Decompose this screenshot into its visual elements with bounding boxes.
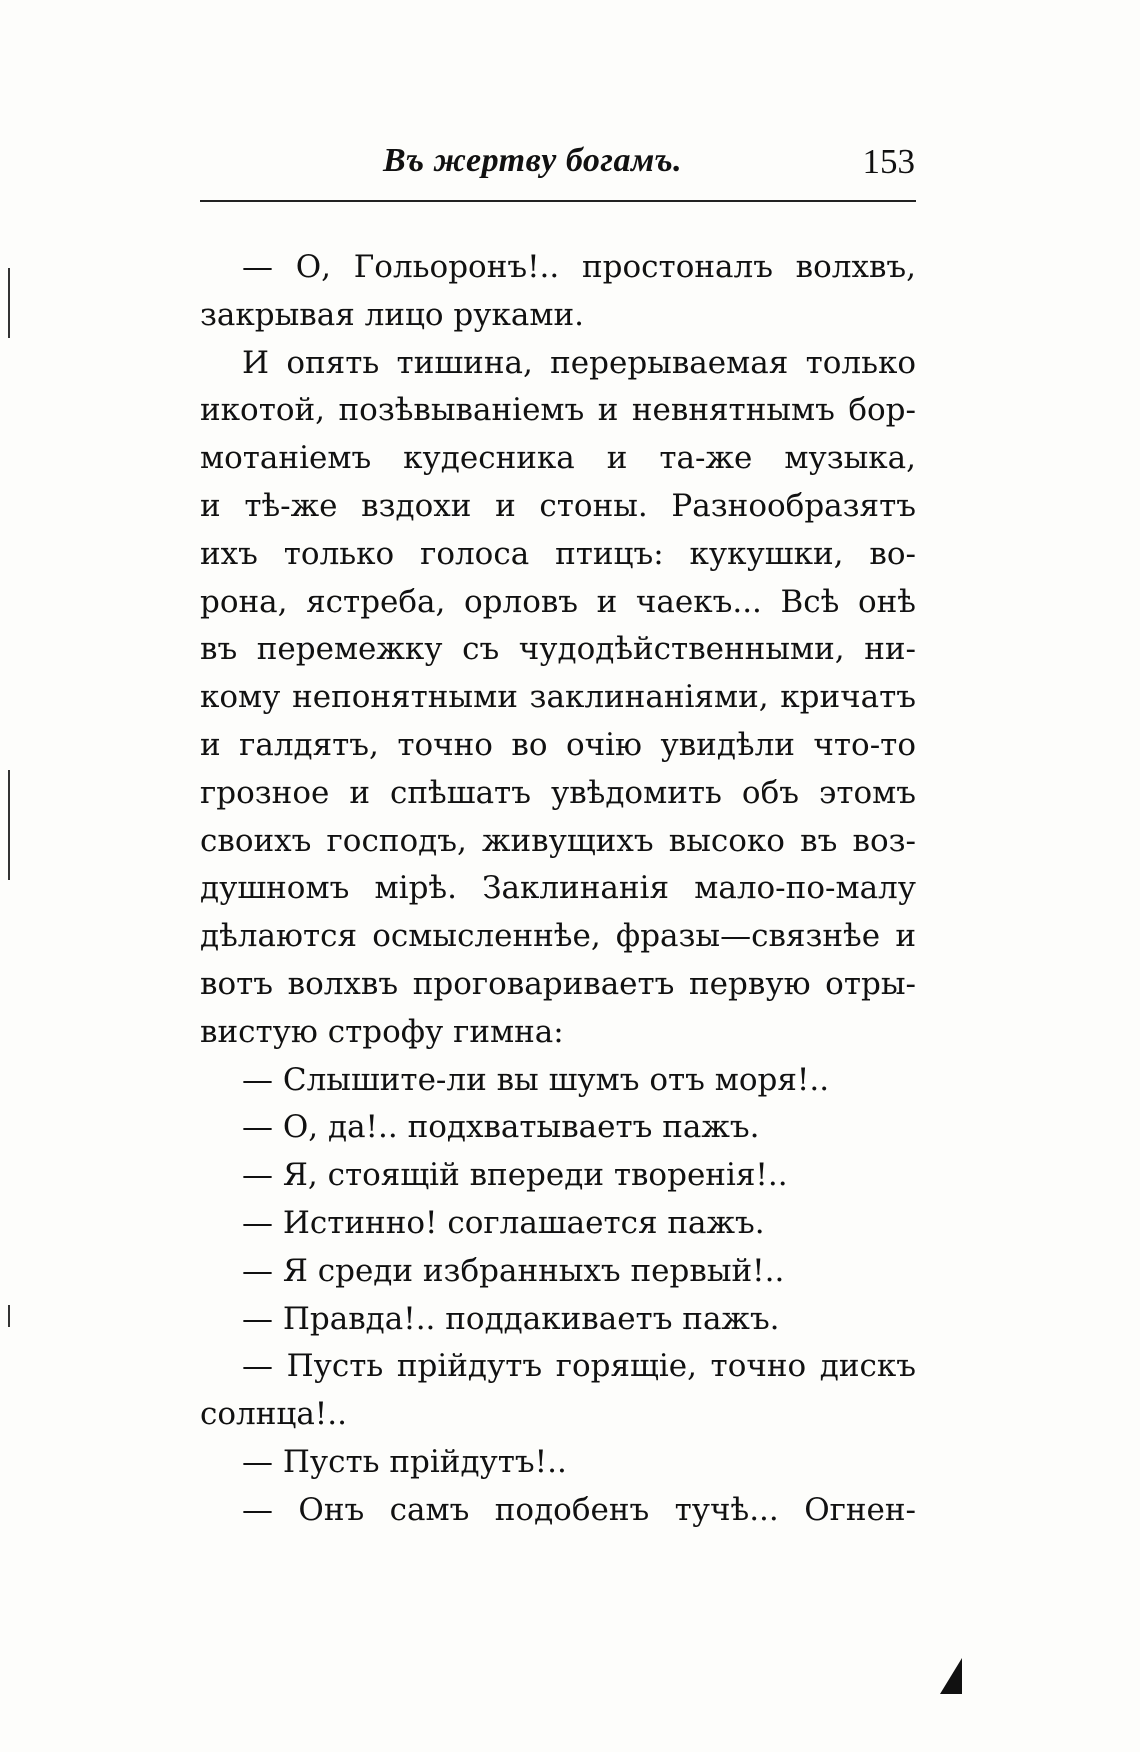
header-rule: [200, 200, 916, 202]
text-line: вотъ волхвъ проговариваетъ первую отры-: [200, 965, 916, 1002]
running-title: Въ жертву богамъ.: [383, 142, 683, 179]
text-line: — Онъ самъ подобенъ тучѣ... Огнен-: [242, 1491, 916, 1528]
text-line: рона, ястреба, орловъ и чаекъ... Всѣ онѣ: [200, 583, 916, 620]
text-line: и тѣ-же вздохи и стоны. Разнообразятъ: [200, 487, 916, 524]
text-line: — Слышите-ли вы шумъ отъ моря!..: [242, 1061, 830, 1098]
text-line: — Пусть прійдутъ горящіе, точно дискъ: [242, 1348, 916, 1385]
text-line: ихъ только голоса птицъ: кукушки, во-: [200, 535, 916, 572]
page-header: [200, 142, 915, 192]
text-line: грозное и спѣшатъ увѣдомить объ этомъ: [200, 774, 916, 811]
text-line: своихъ господъ, живущихъ высоко въ воз-: [200, 822, 916, 859]
text-line: вистую строфу гимна:: [200, 1013, 564, 1050]
text-line: — Правда!.. поддакиваетъ пажъ.: [242, 1300, 780, 1337]
text-line: — Я, стоящій впереди творенія!..: [242, 1157, 788, 1194]
margin-mark: [8, 1305, 10, 1327]
text-line: И опять тишина, перерываемая только: [242, 344, 916, 381]
text-line: въ перемежку съ чудодѣйственными, ни-: [200, 631, 916, 668]
text-line: закрывая лицо руками.: [200, 296, 585, 333]
body-text: [200, 244, 916, 1535]
text-line: — Пусть прійдутъ!..: [242, 1443, 567, 1480]
margin-mark: [8, 770, 10, 880]
scan-smudge: [940, 1658, 962, 1694]
text-line: душномъ мірѣ. Заклинанія мало-по-малу: [200, 870, 916, 907]
text-line: мотаніемъ кудесника и та-же музыка,: [200, 440, 916, 477]
text-line: и галдятъ, точно во очію увидѣли что-то: [200, 726, 916, 763]
text-line: — Я среди избранныхъ первый!..: [242, 1252, 785, 1289]
margin-mark: [8, 268, 10, 338]
text-line: — Истинно! соглашается пажъ.: [242, 1204, 765, 1241]
page-number: 153: [862, 142, 915, 181]
text-line: — О, Гольоронъ!.. простоналъ волхвъ,: [242, 249, 916, 285]
text-line: солнца!..: [200, 1396, 347, 1433]
text-line: — О, да!.. подхватываетъ пажъ.: [242, 1109, 760, 1146]
text-line: кому непонятными заклинаніями, кричатъ: [200, 679, 916, 716]
text-line: икотой, позѣвываніемъ и невнятнымъ бор-: [200, 392, 916, 429]
text-line: дѣлаются осмысленнѣе, фразы—связнѣе и: [200, 918, 916, 955]
